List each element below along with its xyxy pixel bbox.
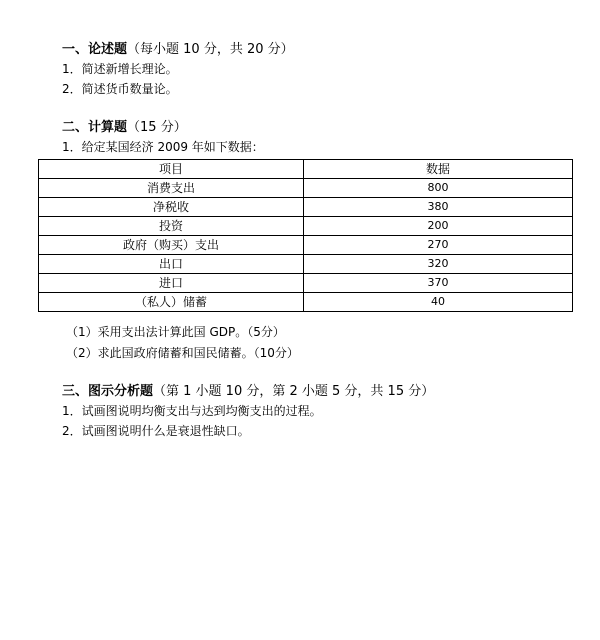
table-cell-item: 投资: [39, 217, 304, 236]
table-cell-value: 320: [304, 255, 573, 274]
section2-note: （15 分）: [127, 120, 187, 135]
table-row: [39, 274, 573, 293]
table-row: [39, 217, 573, 236]
section2-intro: 1．给定某国经济 2009 年如下数据：: [62, 140, 264, 154]
table-cell-value: 380: [304, 198, 573, 217]
section3-item-2: 2．试画图说明什么是衰退性缺口。: [62, 424, 250, 438]
section1-heading: [62, 42, 294, 58]
table-cell-item: 消费支出: [39, 179, 304, 198]
table-header-item: 项目: [39, 160, 304, 179]
section1-item-1: 1．简述新增长理论。: [62, 62, 178, 76]
table-cell-item: （私人）储蓄: [39, 293, 304, 312]
table-row: [39, 255, 573, 274]
table-cell-value: 40: [304, 293, 573, 312]
section1-title: 一、论述题: [62, 42, 128, 57]
table-cell-item: 出口: [39, 255, 304, 274]
section2-question-2: （2）求此国政府储蓄和国民储蓄。（10分）: [66, 346, 299, 360]
table-cell-value: 200: [304, 217, 573, 236]
table-row: [39, 293, 573, 312]
section3-note: （第 1 小题 10 分，第 2 小题 5 分，共 15 分）: [153, 384, 435, 399]
section1-note: （每小题 10 分，共 20 分）: [127, 42, 294, 57]
table-cell-item: 进口: [39, 274, 304, 293]
section3-item-1: 1．试画图说明均衡支出与达到均衡支出的过程。: [62, 404, 322, 418]
section3-heading: [62, 384, 434, 400]
section2-question-1: （1）采用支出法计算此国 GDP。（5分）: [66, 325, 285, 339]
section2-heading: [62, 120, 187, 136]
table-header-value: 数据: [304, 160, 573, 179]
section1-item-2: 2．简述货币数量论。: [62, 82, 178, 96]
table-row: [39, 198, 573, 217]
table-cell-item: 政府（购买）支出: [39, 236, 304, 255]
table-row: [39, 179, 573, 198]
table-row: [39, 236, 573, 255]
data-table: [38, 159, 573, 312]
section3-title: 三、图示分析题: [62, 384, 154, 399]
table-header-row: [39, 160, 573, 179]
table-cell-value: 270: [304, 236, 573, 255]
table-cell-value: 800: [304, 179, 573, 198]
section2-title: 二、计算题: [62, 120, 128, 135]
table-cell-item: 净税收: [39, 198, 304, 217]
table-cell-value: 370: [304, 274, 573, 293]
